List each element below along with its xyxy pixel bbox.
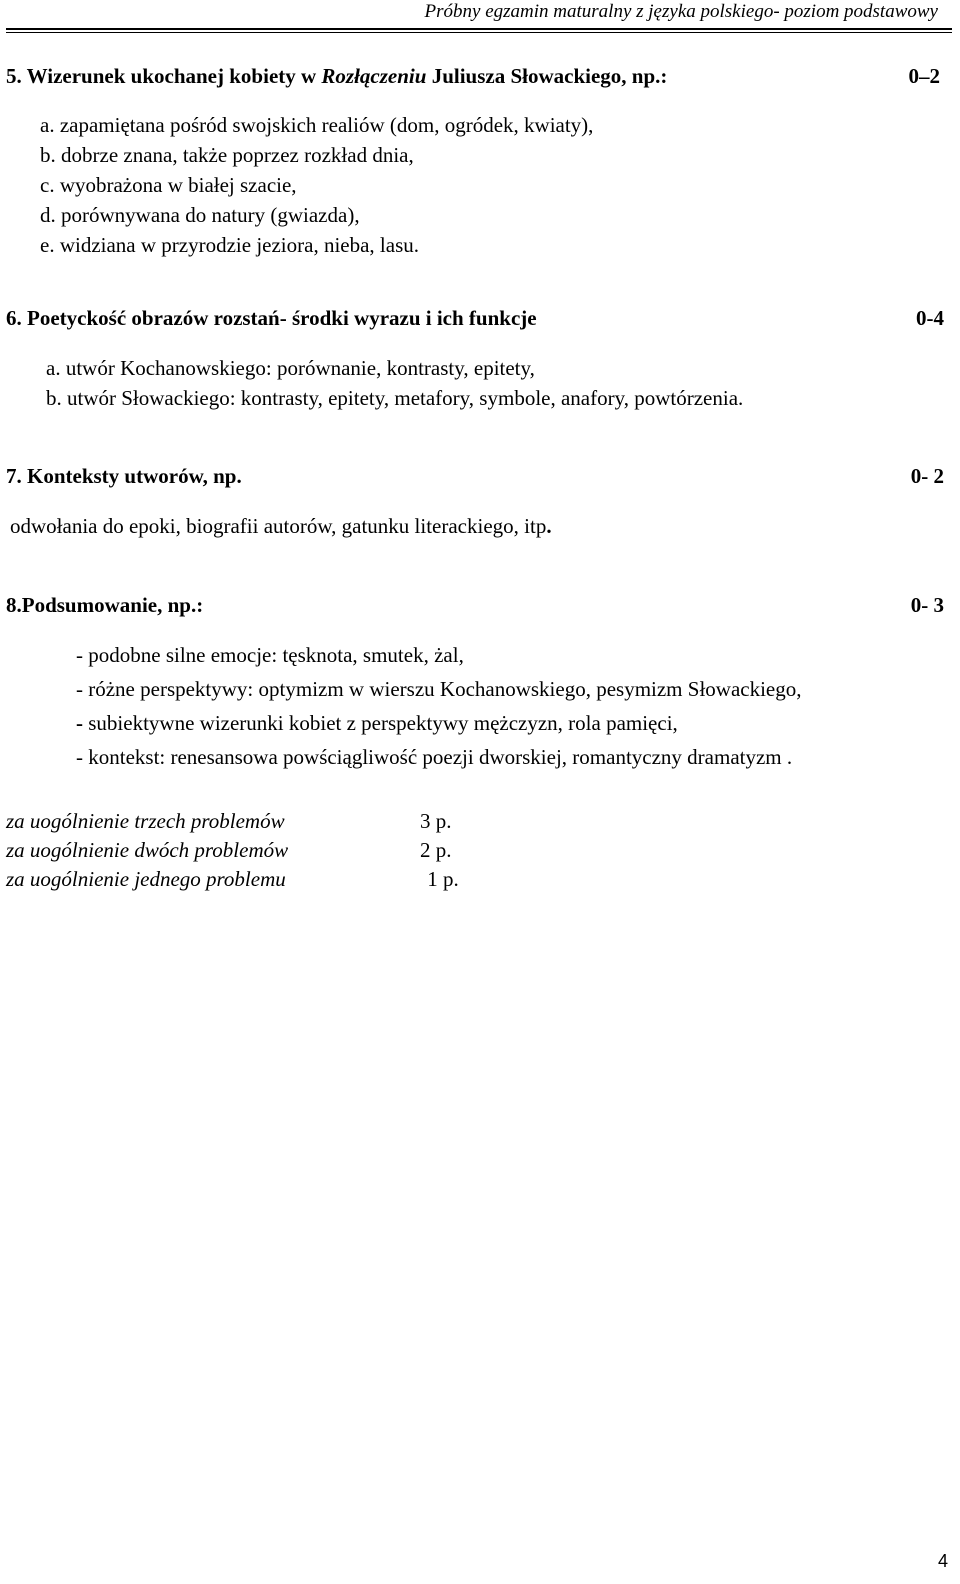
section-7-body-end: . xyxy=(546,514,552,538)
section-8-item-images xyxy=(76,713,678,734)
section-6-heading: 6. Poetyckość obrazów rozstań- środki wyrazu i ich funkcje xyxy=(6,306,537,330)
section-8-item-context xyxy=(76,747,792,768)
section-5-item-d: d. porównywana do natury (gwiazda), xyxy=(40,203,360,227)
scoring-label-three: za uogólnienie trzech problemów xyxy=(6,809,285,833)
section-8-score: 0- 3 xyxy=(910,593,944,617)
section-5-item-b: b. dobrze znana, także poprzez rozkład dnia, xyxy=(40,143,414,167)
section-8-item-images-bullet: - xyxy=(76,711,83,735)
section-5-item-a: a. zapamiętana pośród swojskich realiów (dom, ogródek, kwiaty), xyxy=(40,113,594,137)
scoring-points-two: 2 p. xyxy=(420,838,452,862)
scoring-points-three: 3 p. xyxy=(420,809,452,833)
section-8-item-perspectives xyxy=(76,679,802,700)
section-8-item-images-text: subiektywne wizerunki kobiet z perspektywy mężczyzn, rola pamięci, xyxy=(83,711,678,735)
section-8-item-emotions-text: - podobne silne emocje: tęsknota, smutek, żal, xyxy=(76,643,464,667)
section-5-item-c: c. wyobrażona w białej szacie, xyxy=(40,173,297,197)
header-divider-thick xyxy=(6,28,952,30)
section-8-item-perspectives-text: - różne perspektywy: optymizm w wierszu Kochanowskiego, pesymizm Słowackiego, xyxy=(76,677,802,701)
page-header-title: Próbny egzamin maturalny z języka polskiego- poziom podstawowy xyxy=(424,1,938,22)
header-divider-thin xyxy=(6,32,952,33)
section-6-item-b: b. utwór Słowackiego: kontrasty, epitety, metafory, symbole, anafory, powtórzenia. xyxy=(46,386,744,410)
section-6-item-a: a. utwór Kochanowskiego: porównanie, kontrasty, epitety, xyxy=(46,356,535,380)
section-6-score: 0-4 xyxy=(916,306,944,330)
section-8-heading: 8.Podsumowanie, np.: xyxy=(6,593,204,617)
section-7-body-text: odwołania do epoki, biografii autorów, gatunku literackiego, itp xyxy=(10,514,547,538)
scoring-label-one: za uogólnienie jednego problemu xyxy=(6,867,286,891)
section-5-score: 0–2 xyxy=(908,64,940,88)
scoring-label-two: za uogólnienie dwóch problemów xyxy=(6,838,289,862)
section-5-heading-prefix: 5. Wizerunek ukochanej kobiety w xyxy=(6,64,322,88)
section-7-body xyxy=(10,516,552,537)
section-8-item-context-text: - kontekst: renesansowa powściągliwość poezji dworskiej, romantyczny dramatyzm . xyxy=(76,745,793,769)
section-8-item-emotions xyxy=(76,645,464,666)
section-5-item-e: e. widziana w przyrodzie jeziora, nieba, lasu. xyxy=(40,233,419,257)
section-7-score: 0- 2 xyxy=(910,464,944,488)
section-5-heading-suffix: Juliusza Słowackiego, np.: xyxy=(426,64,668,88)
section-5-heading xyxy=(6,66,667,87)
section-7-heading: 7. Konteksty utworów, np. xyxy=(6,464,242,488)
section-5-heading-work-title: Rozłączeniu xyxy=(321,64,427,88)
scoring-points-one: 1 p. xyxy=(422,867,459,891)
page-number: 4 xyxy=(937,1551,948,1571)
